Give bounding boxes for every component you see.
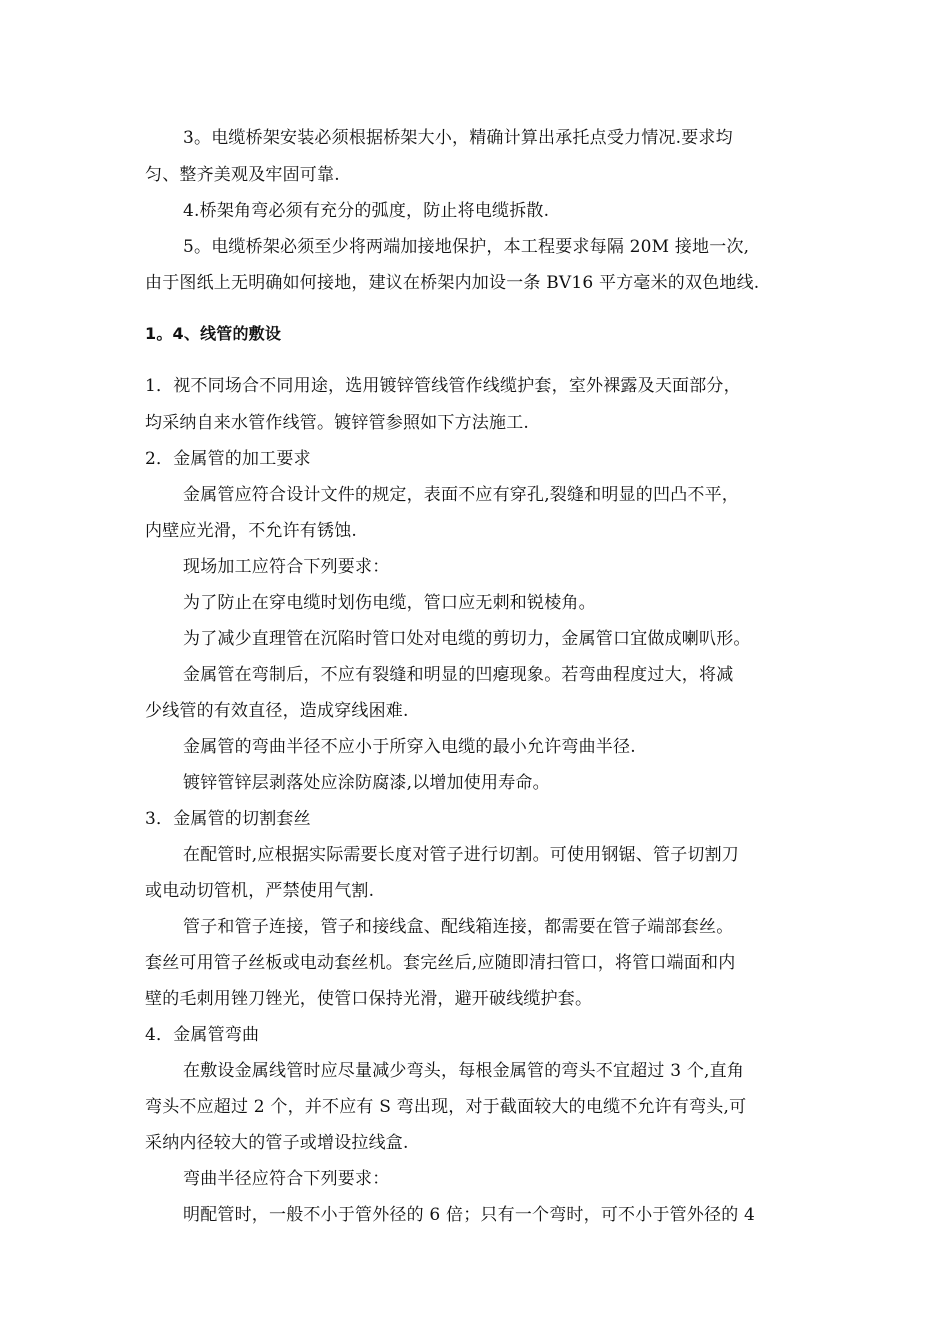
text-line: 为了减少直理管在沉陷时管口处对电缆的剪切力，金属管口宜做成喇叭形。 <box>183 629 751 649</box>
text-line: 金属管应符合设计文件的规定，表面不应有穿孔,裂缝和明显的凹凸不平， <box>183 485 740 505</box>
text-line: 少线管的有效直径，造成穿线困难. <box>145 701 409 721</box>
text-line: 内壁应光滑，不允许有锈蚀. <box>145 521 358 541</box>
text-line: 或电动切管机，严禁使用气割. <box>145 881 375 901</box>
subheading-line: 3．金属管的切割套丝 <box>145 809 311 829</box>
text-line: 管子和管子连接，管子和接线盒、配线箱连接，都需要在管子端部套丝。 <box>183 917 734 937</box>
text-line: 弯头不应超过 2 个，并不应有 S 弯出现，对于截面较大的电缆不允许有弯头,可 <box>145 1097 747 1117</box>
text-line: 均采纳自来水管作线管。镀锌管参照如下方法施工. <box>145 413 530 433</box>
section-heading: 1。4、线管的敷设 <box>145 324 282 343</box>
text-line: 金属管在弯制后，不应有裂缝和明显的凹瘪现象。若弯曲程度过大，将减 <box>183 665 734 685</box>
text-line: 金属管的弯曲半径不应小于所穿入电缆的最小允许弯曲半径. <box>183 737 636 757</box>
text-line: 5。电缆桥架必须至少将两端加接地保护，本工程要求每隔 20M 接地一次, <box>183 237 750 257</box>
text-line: 3。电缆桥架安装必须根据桥架大小，精确计算出承托点受力情况.要求均 <box>183 128 733 148</box>
subheading-line: 2．金属管的加工要求 <box>145 449 311 469</box>
text-line: 在配管时,应根据实际需要长度对管子进行切割。可使用钢锯、管子切割刀 <box>183 845 740 865</box>
text-line: 匀、整齐美观及牢固可靠. <box>145 165 340 185</box>
text-line: 由于图纸上无明确如何接地，建议在桥架内加设一条 BV16 平方毫米的双色地线. <box>145 273 760 293</box>
text-line: 4.桥架角弯必须有充分的弧度，防止将电缆拆散. <box>183 201 550 221</box>
text-line: 现场加工应符合下列要求： <box>183 557 390 577</box>
text-line: 壁的毛刺用锉刀锉光，使管口保持光滑，避开破线缆护套。 <box>145 989 593 1009</box>
subheading-line: 4．金属管弯曲 <box>145 1025 260 1045</box>
text-line: 弯曲半径应符合下列要求： <box>183 1169 390 1189</box>
text-line: 1．视不同场合不同用途，选用镀锌管线管作线缆护套，室外裸露及天面部分， <box>145 376 741 396</box>
text-line: 采纳内径较大的管子或增设拉线盒. <box>145 1133 409 1153</box>
text-line: 套丝可用管子丝板或电动套丝机。套完丝后,应随即清扫管口，将管口端面和内 <box>145 953 736 973</box>
text-line: 为了防止在穿电缆时划伤电缆，管口应无刺和锐棱角。 <box>183 593 596 613</box>
text-line: 在敷设金属线管时应尽量减少弯头，每根金属管的弯头不宜超过 3 个,直角 <box>183 1061 745 1081</box>
text-line: 明配管时，一般不小于管外径的 6 倍；只有一个弯时，可不小于管外径的 4 <box>183 1205 756 1225</box>
text-line: 镀锌管锌层剥落处应涂防腐漆,以增加使用寿命。 <box>183 773 550 793</box>
